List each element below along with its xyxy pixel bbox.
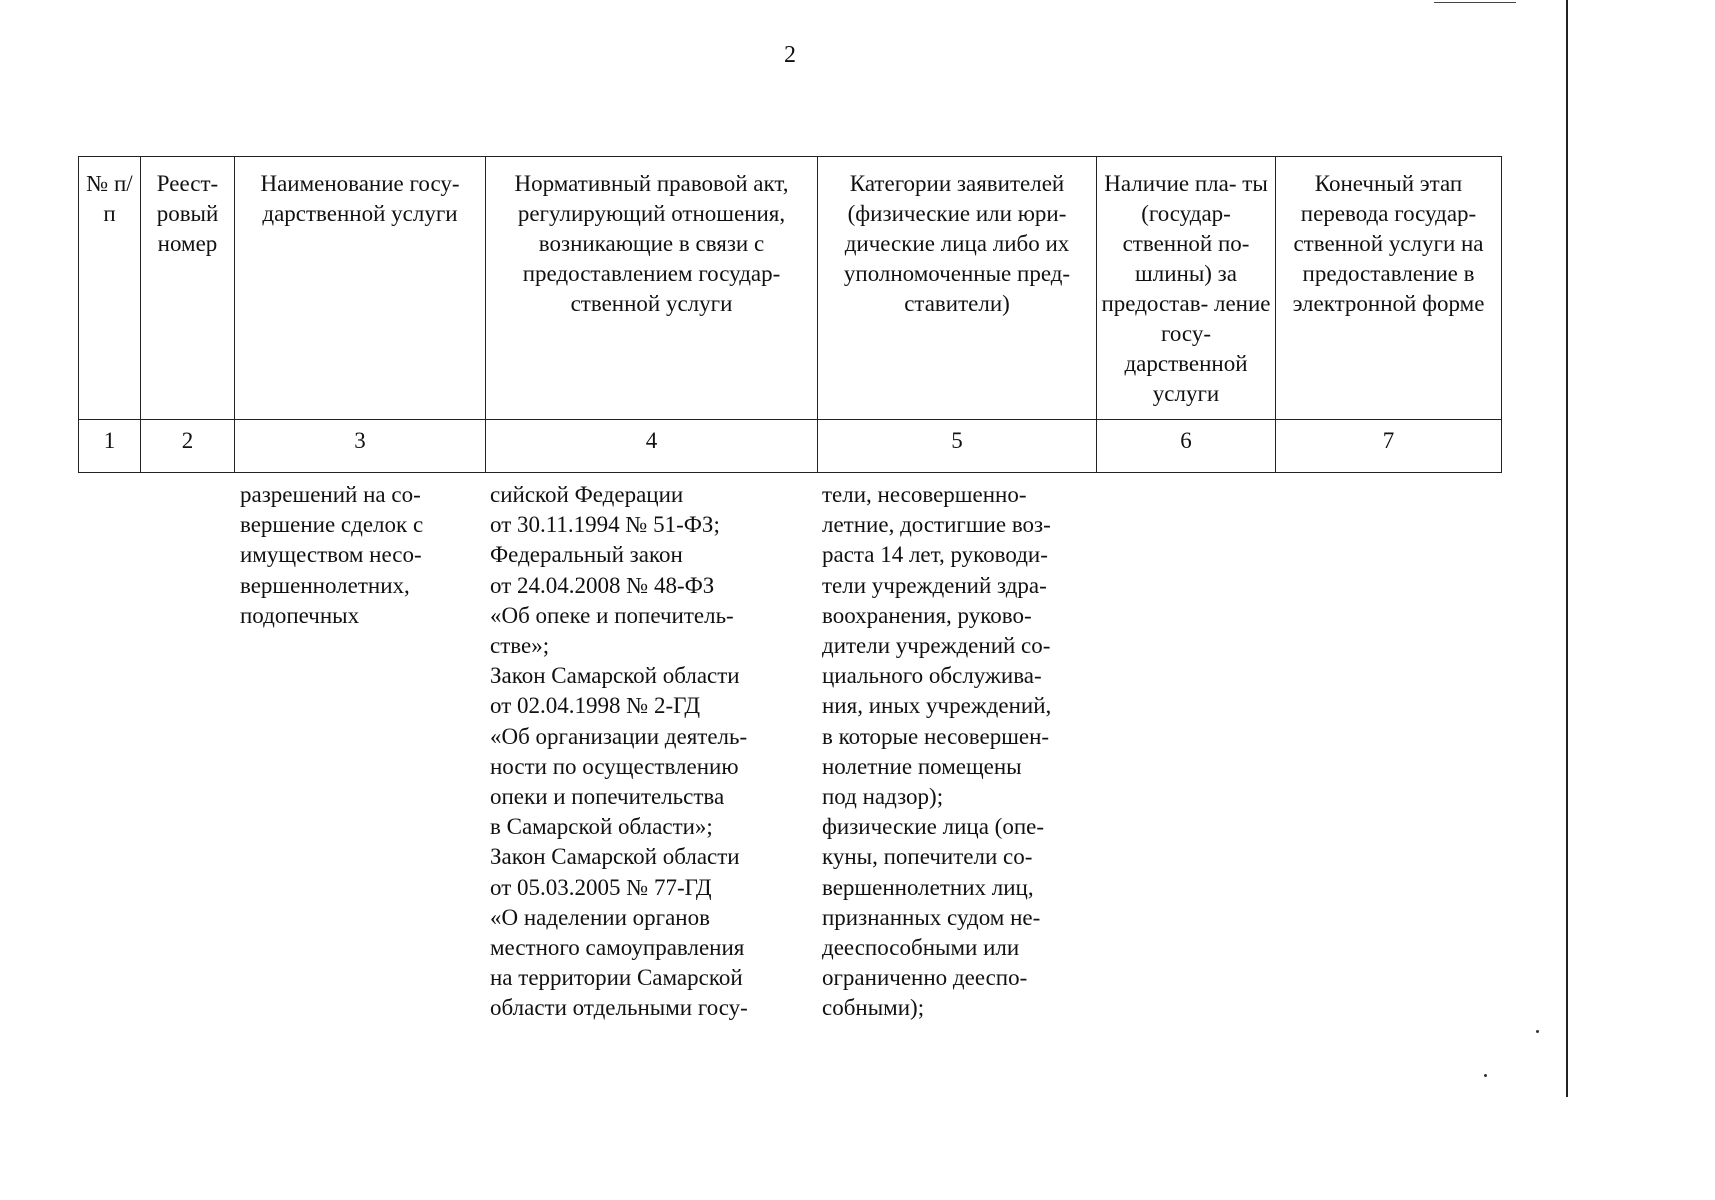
- scan-mark: [1434, 2, 1516, 3]
- text-line: ния, иных учреждений,: [822, 693, 1052, 719]
- header-cell-applicant-categories: Категории заявителей (физические или юри- дические лица либо их уполномоченные пред- ставители): [818, 157, 1097, 420]
- text-line: признанных судом не-: [822, 904, 1041, 930]
- text-line: летние, достигшие воз-: [822, 512, 1051, 538]
- text-line: Федеральный закон: [490, 542, 683, 568]
- scan-speck: [1536, 1030, 1539, 1033]
- text-line: Закон Самарской области: [490, 844, 740, 870]
- text-line: собными);: [822, 995, 925, 1021]
- header-cell-registry-number: Реест- ровый номер: [141, 157, 235, 420]
- text-line: тели, несовершенно-: [822, 482, 1027, 507]
- text-line: тели учреждений здра-: [822, 572, 1047, 598]
- text-line: в Самарской области»;: [490, 814, 713, 840]
- text-line: ограниченно дееспо-: [822, 965, 1028, 991]
- text-line: от 05.03.2005 № 77-ГД: [490, 874, 712, 900]
- column-number: 2: [141, 420, 235, 473]
- text-line: раста 14 лет, руководи-: [822, 542, 1048, 568]
- text-line: подопечных: [240, 602, 360, 628]
- text-line: под надзор);: [822, 784, 944, 810]
- text-line: куны, попечители со-: [822, 844, 1033, 870]
- text-line: физические лица (опе-: [822, 814, 1044, 840]
- column-numbers-row: [79, 420, 1502, 473]
- text-line: местного самоуправления: [490, 935, 745, 961]
- column-number: 5: [818, 420, 1097, 473]
- column-number: 3: [235, 420, 486, 473]
- text-line: циального обслужива-: [822, 663, 1042, 689]
- column-number: 7: [1276, 420, 1502, 473]
- column-number: 6: [1097, 420, 1276, 473]
- page-edge-line: [1566, 0, 1568, 1097]
- column-number: 4: [486, 420, 818, 473]
- text-line: дители учреждений со-: [822, 633, 1051, 659]
- text-line: от 24.04.2008 № 48-ФЗ: [490, 572, 715, 598]
- text-line: нолетние помещены: [822, 753, 1022, 779]
- text-line: Закон Самарской области: [490, 663, 740, 689]
- header-cell-electronic-stage: Конечный этап перевода государ- ственной услуги на предоставление в электронной форме: [1276, 157, 1502, 420]
- text-line: вершеннолетних,: [240, 572, 410, 598]
- text-line: имуществом несо-: [240, 542, 422, 568]
- applicant-categories-text: [822, 480, 1088, 1024]
- text-line: вершение сделок с: [240, 512, 424, 538]
- text-line: ности по осуществлению: [490, 753, 739, 779]
- text-line: сийской Федерации: [490, 482, 684, 507]
- text-line: от 02.04.1998 № 2-ГД: [490, 693, 701, 719]
- scan-speck: [1484, 1074, 1487, 1077]
- text-line: от 30.11.1994 № 51-ФЗ;: [490, 512, 720, 538]
- service-name-text: [240, 480, 478, 631]
- header-cell-legal-act: Нормативный правовой акт, регулирующий отношения, возникающие в связи с предоставлением государ- ственной услуги: [486, 157, 818, 420]
- text-line: области отдельными госу-: [490, 995, 748, 1021]
- legal-act-text: [490, 480, 810, 1024]
- text-line: «Об опеке и попечитель-: [490, 602, 734, 628]
- page-number: 2: [784, 42, 796, 68]
- column-number: 1: [79, 420, 141, 473]
- text-line: разрешений на со-: [240, 482, 421, 507]
- text-line: воохранения, руково-: [822, 602, 1032, 628]
- text-line: вершеннолетних лиц,: [822, 874, 1034, 900]
- header-cell-number: № п/п: [79, 157, 141, 420]
- text-line: «О наделении органов: [490, 904, 710, 930]
- header-cell-fee: Наличие пла- ты (государ- ственной по- шлины) за предостав- ление госу- дарственной услуги: [1097, 157, 1276, 420]
- services-table-header: [78, 156, 1502, 473]
- text-line: на территории Самарской: [490, 965, 743, 991]
- text-line: опеки и попечительства: [490, 784, 725, 810]
- text-line: «Об организации деятель-: [490, 723, 748, 749]
- header-cell-service-name: Наименование госу- дарственной услуги: [235, 157, 486, 420]
- text-line: дееспособными или: [822, 935, 1020, 961]
- text-line: стве»;: [490, 633, 550, 659]
- header-row: [79, 157, 1502, 420]
- text-line: в которые несовершен-: [822, 723, 1050, 749]
